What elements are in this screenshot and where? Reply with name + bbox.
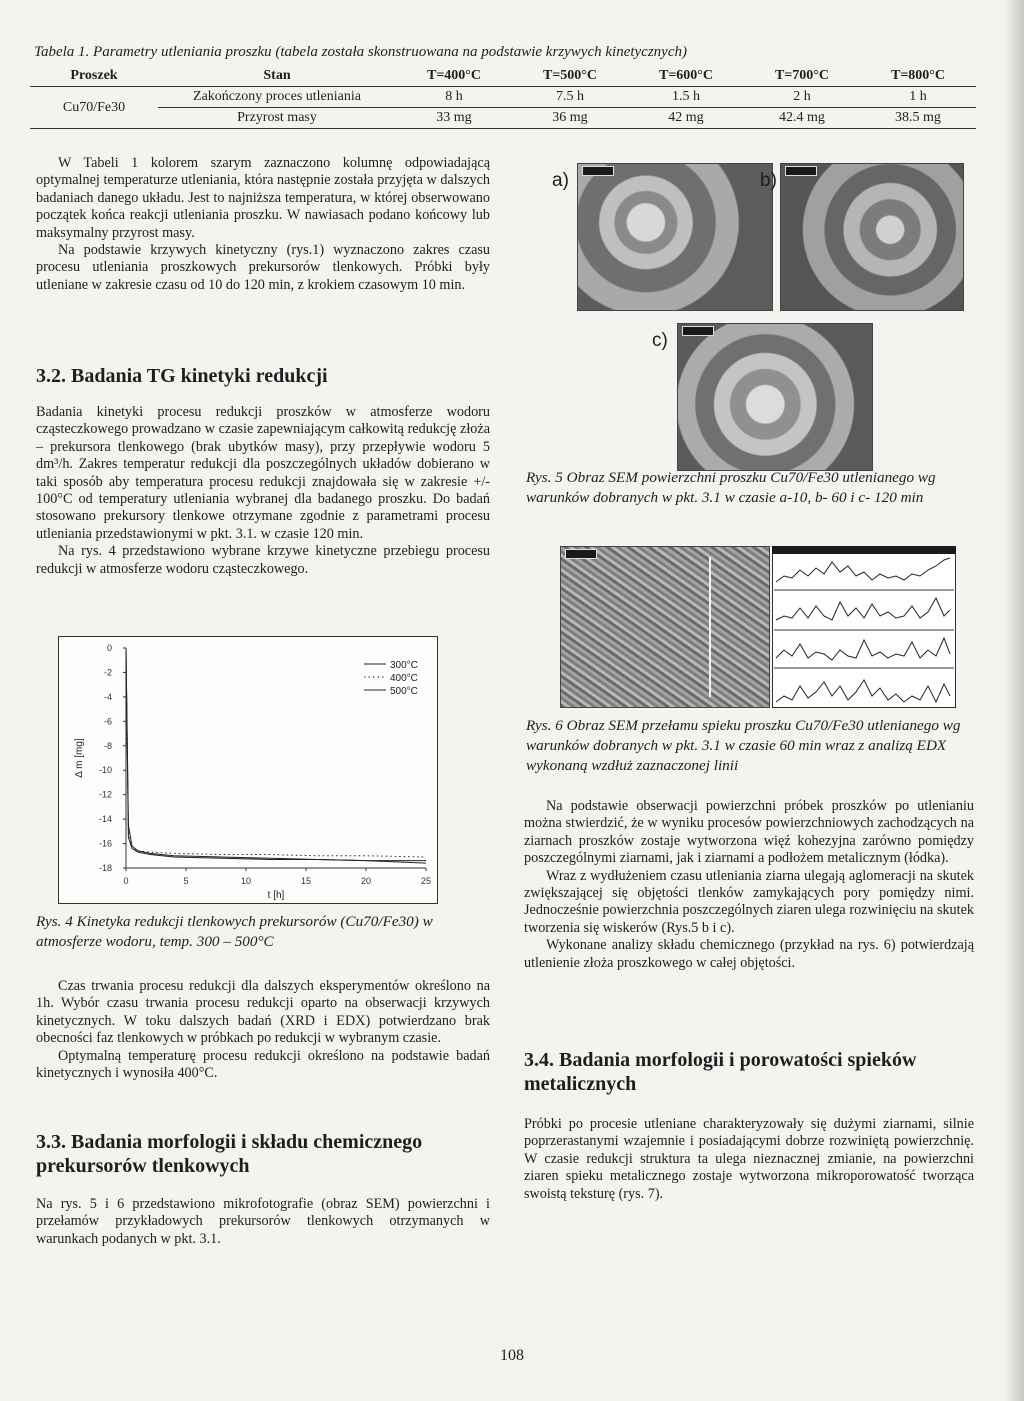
paragraph: Na podstawie krzywych kinetyczny (rys.1) wyznaczono zakres czasu procesu utleniania proszkowych prekursorów tlenkowych. Próbki były utleniane w zakresie czasu od 10 do 120 min, z krokiem czasowym 10 min. xyxy=(36,242,490,293)
figure-5a-label: a) xyxy=(552,170,569,191)
scale-bar xyxy=(785,166,817,176)
sem-image-b xyxy=(780,163,964,311)
page-number: 108 xyxy=(500,1347,524,1364)
y-tick-label: -10 xyxy=(98,765,112,776)
y-tick-label: -6 xyxy=(103,716,112,727)
x-tick-label: 5 xyxy=(183,876,189,886)
paragraph: Czas trwania procesu redukcji dla dalszych eksperymentów określono na 1h. Wybór czasu trwania procesu redukcji oparto na obserwacji krzywych kinetycznych. W toku dalszych badań (XRD i EDX) potwierdzano brak obecności faz tlenkowych w próbkach po redukcji w wybranym czasie. xyxy=(36,978,490,1047)
paragraph: W Tabeli 1 kolorem szarym zaznaczono kolumnę odpowiadającą optymalnej temperaturze utleniania, która następnie została przyjęta w dalszych badaniach danego układu. Jest to najniższa temperatura, w której obserwowano początek końca reakcji utleniania proszku. W nawiasach podano końcowy lub maksymalny przyrost masy. xyxy=(36,155,490,241)
x-tick-label: 25 xyxy=(420,876,432,886)
table-cell: 36 mg xyxy=(512,108,628,129)
table-cell: 33 mg xyxy=(396,108,512,129)
table-header-row xyxy=(30,66,976,87)
y-tick-label: 0 xyxy=(106,643,112,653)
paragraph: Optymalną temperaturę procesu redukcji określono na podstawie badań kinetycznych i wynosiła 400°C. xyxy=(36,1047,490,1082)
table-header: T=500°C xyxy=(512,66,628,87)
x-tick-label: 20 xyxy=(360,876,372,886)
edx-line-scan-plot xyxy=(772,546,956,708)
x-tick-label: 15 xyxy=(300,876,312,886)
table-cell: 38.5 mg xyxy=(860,108,976,129)
paragraph: Badania kinetyki procesu redukcji proszków w atmosferze wodoru cząsteczkowego prowadzano w czasie zapewniającym całkowitą redukcję złoża – prekursora tlenkowego (brak ubytków masy), przy przepływie wodoru 5 dm³/h. Zakres temperatur redukcji dla poszczególnych układów dobierano w taki sposób aby temperatura procesu redukcji znajdowała się w zakresie +/- 100°C od temperatury utleniania wybranej dla badanego proszku. Do badań stosowano prekursory tlenkowe otrzymane zgodnie z parametrami procesu utleniania przedstawionymi w pkt. 3.1. w czasie 120 min. xyxy=(36,404,490,542)
y-tick-label: -4 xyxy=(103,691,112,702)
scale-bar xyxy=(582,166,614,176)
right-paragraphs-bottom xyxy=(524,1116,974,1203)
section-heading-3-4: 3.4. Badania morfologii i porowatości spieków metalicznych xyxy=(524,1049,917,1095)
paragraph: Na rys. 5 i 6 przedstawiono mikrofotografie (obraz SEM) powierzchni i przełamów przykładowych prekursorów tlenkowych otrzymanych w warunkach podanych w pkt. 3.1. xyxy=(36,1196,490,1247)
table-header: Proszek xyxy=(30,66,158,87)
figure-6-caption: Rys. 6 Obraz SEM przełamu spieku proszku Cu70/Fe30 utlenianego wg warunków dobranych w pkt. 3.1 w czasie 60 min wraz z analizą EDX wykonaną wzdłuż zaznaczonej linii xyxy=(526,717,961,774)
legend-label: 300°C xyxy=(390,660,418,671)
scale-bar xyxy=(682,326,714,336)
y-axis-label: Δ m [mg] xyxy=(74,738,85,778)
table-cell: Przyrost masy xyxy=(158,108,396,129)
edx-header-bar xyxy=(772,546,956,554)
table-cell: 7.5 h xyxy=(512,87,628,108)
paragraph: Na podstawie obserwacji powierzchni próbek proszków po utlenianiu można stwierdzić, że w wyniku procesów powierzchniowych zachodzących na ziarnach proszków zostaje wytworzona więź kohezyjna zarówno pomiędzy poszczególnymi ziarnami, jak i ziarnami a podłożem metalicznym (łódka). xyxy=(524,798,974,867)
table-header: T=600°C xyxy=(628,66,744,87)
right-paragraphs xyxy=(524,798,974,972)
left-paragraphs-bottom xyxy=(36,978,490,1082)
legend-label: 500°C xyxy=(390,686,418,697)
chart-frame xyxy=(59,637,438,904)
paragraph: Wraz z wydłużeniem czasu utleniania ziarna ulegają aglomeracji na skutek zwiększającej się objętości tlenków zamykających pory pomiędzy nimi. Jednocześnie powierzchnia poszczególnych ziaren ulega rozwinięciu na skutek tworzenia się wiskerów (Rys.5 b i c). xyxy=(524,867,974,936)
figure-5c-label: c) xyxy=(652,330,668,351)
sem-image-c xyxy=(677,323,873,471)
table-row xyxy=(30,108,976,129)
figure-5-caption: Rys. 5 Obraz SEM powierzchni proszku Cu70/Fe30 utlenianego wg warunków dobranych w pkt. 3.1 w czasie a-10, b- 60 i c- 120 min xyxy=(526,469,936,506)
left-paragraphs-top xyxy=(36,155,490,294)
sem-image-a xyxy=(577,163,773,311)
table-row xyxy=(30,87,976,108)
parameters-table xyxy=(30,66,976,129)
table-cell: 8 h xyxy=(396,87,512,108)
paragraph: Próbki po procesie utleniane charakteryzowały się dużymi ziarnami, silnie poprzerastanymi wzajemnie i posiadającymi dobrze rozwiniętą powierzchnię. W czasie redukcji struktura ta ulega nieznacznej zmianie, na powierzchni ziaren spieku metalicznego zostaje wytworzona mikroporowatość tworząca swoistą teksturę (rys. 7). xyxy=(524,1116,974,1202)
scan-edge-shadow xyxy=(1004,0,1024,1401)
table-cell: 2 h xyxy=(744,87,860,108)
section-heading-3-3: 3.3. Badania morfologii i składu chemicznego prekursorów tlenkowych xyxy=(36,1131,423,1177)
scale-bar xyxy=(565,549,597,559)
table-cell-powder: Cu70/Fe30 xyxy=(30,87,158,129)
table-header: T=800°C xyxy=(860,66,976,87)
table-header: T=400°C xyxy=(396,66,512,87)
table-cell: 42.4 mg xyxy=(744,108,860,129)
table-cell: 1 h xyxy=(860,87,976,108)
x-axis-label: t [h] xyxy=(267,890,285,901)
legend-label: 400°C xyxy=(390,673,418,684)
y-tick-label: -2 xyxy=(103,667,112,678)
sem-fracture-image xyxy=(560,546,770,708)
paragraph: Na rys. 4 przedstawiono wybrane krzywe kinetyczne przebiegu procesu redukcji w atmosferze wodoru cząsteczkowego. xyxy=(36,543,490,577)
y-tick-label: -12 xyxy=(98,789,112,800)
table-cell: 42 mg xyxy=(628,108,744,129)
x-tick-label: 10 xyxy=(240,876,252,886)
y-tick-label: -8 xyxy=(103,740,112,751)
figure-5b-label: b) xyxy=(760,170,777,191)
table-cell: 1.5 h xyxy=(628,87,744,108)
x-tick-label: 0 xyxy=(123,876,129,886)
edx-scan-line xyxy=(709,557,711,697)
figure-4-caption: Rys. 4 Kinetyka redukcji tlenkowych prekursorów (Cu70/Fe30) w atmosferze wodoru, temp. 300 – 500°C xyxy=(36,913,433,950)
y-tick-label: -16 xyxy=(98,838,112,849)
table-header: Stan xyxy=(158,66,396,87)
left-paragraphs-mid xyxy=(36,404,490,578)
section-heading-3-2: 3.2. Badania TG kinetyki redukcji xyxy=(36,365,328,387)
y-tick-label: -14 xyxy=(98,814,112,825)
table-cell: Zakończony proces utleniania xyxy=(158,87,396,108)
paragraph: Wykonane analizy składu chemicznego (przykład na rys. 6) potwierdzają utlenienie złoża proszkowego w całej objętości. xyxy=(524,937,974,971)
table-header: T=700°C xyxy=(744,66,860,87)
y-tick-label: -18 xyxy=(98,863,112,873)
left-paragraphs-final xyxy=(36,1196,490,1248)
table-caption: Tabela 1. Parametry utleniania proszku (tabela została skonstruowana na podstawie krzywych kinetycznych) xyxy=(34,44,687,60)
figure-4-chart xyxy=(58,636,438,904)
